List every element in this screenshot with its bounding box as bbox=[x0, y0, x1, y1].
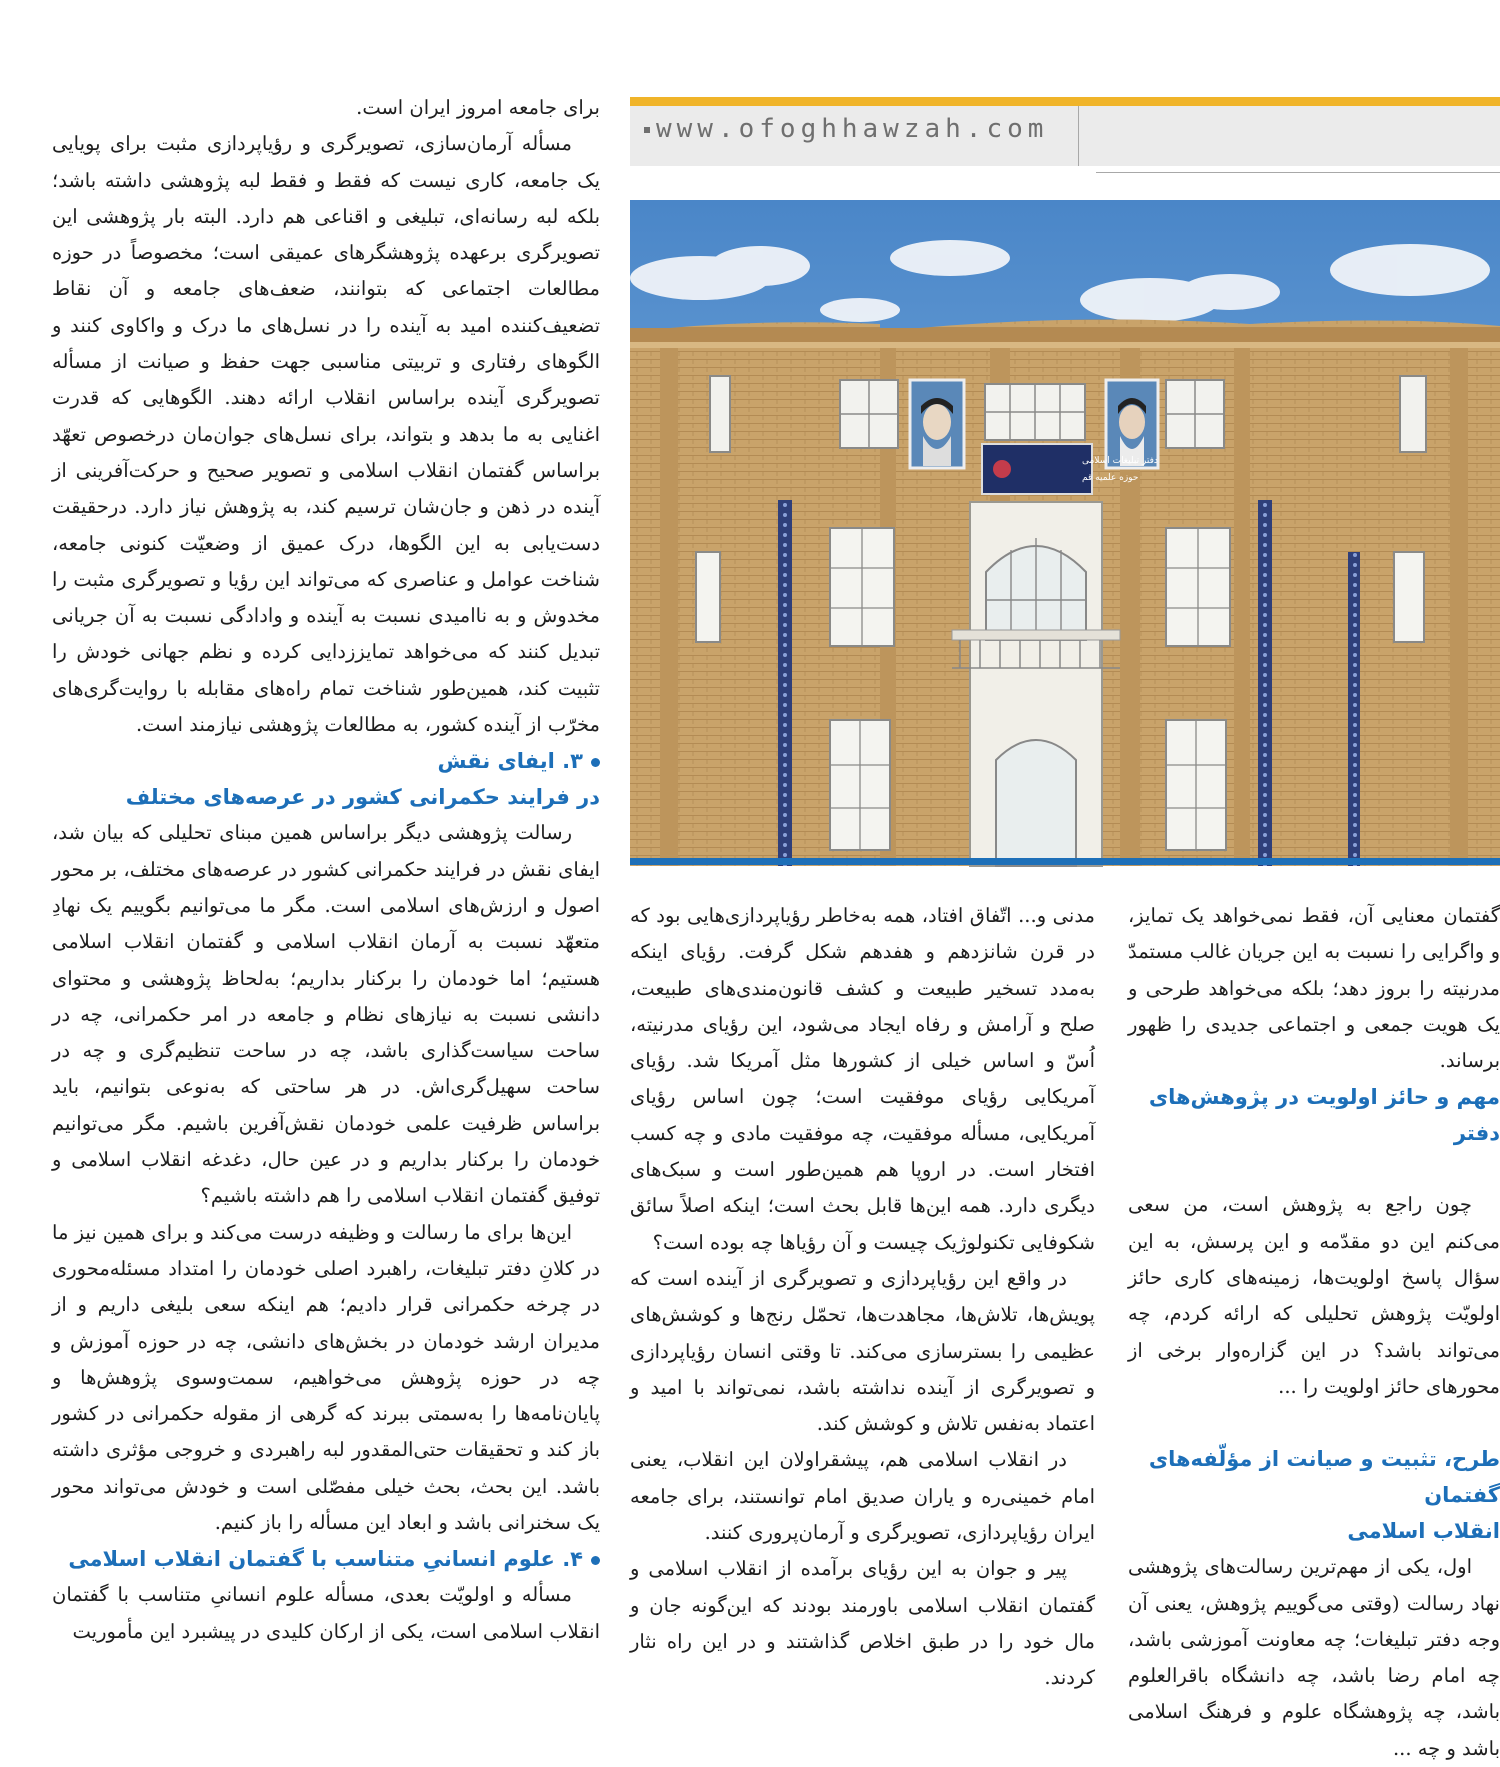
middle-text-column bbox=[630, 898, 1095, 1690]
paragraph: مسأله و اولویّت بعدی، مسأله علوم انسانیِ متناسب با گفتمان انقلاب اسلامی است، یکی از ارکان کلیدی در پیشبرد این مأموریت bbox=[52, 1583, 600, 1643]
section-heading-1: طرح، تثبیت و صیانت از مؤلّفه‌های گفتمان bbox=[1148, 1447, 1500, 1508]
paragraph: اول، یکی از مهم‌ترین رسالت‌های پژوهشی نهاد رسالت (وقتی می‌گوییم پژوهش، یعنی آن وجه دفتر تبلیغات؛ چه معاونت آموزشی باشد، چه امام رضا باشد، چه دانشگاه باقرالعلوم باشد، چه پژوهشگاه علوم و فرهنگ اسلامی باشد و چه ... bbox=[1128, 1555, 1500, 1760]
balcony bbox=[952, 630, 1120, 640]
lower-arched-window bbox=[996, 740, 1076, 866]
paragraph: این‌ها برای ما رسالت و وظیفه درست می‌کند و برای همین نیز ما در کلانِ دفتر تبلیغات، راهبرد اصلی خودمان را امتداد مسئله‌محوری در چرخه حکمرانی قرار دادیم؛ هم اینکه سعی بلیغی داریم و از مدیران ارشد خودمان در بخش‌های دانشی، چه در حوزه آموزش و چه در حوزه پژوهش می‌خواهیم، سمت‌وسوی پژوهش‌ها و پایان‌نامه‌ها را به‌سمتی ببرند که گرهی از مقوله حکمرانی در کشور باز کند و تحقیقات حتی‌المقدور لبه راهبردی و خروجی مؤثری داشته باشد. این بحث، بحث خیلی مفصّلی است و خودش می‌تواند محور یک سخنرانی باشد و ابعاد این مسأله را باز کنیم. bbox=[52, 1220, 600, 1534]
bullet-icon bbox=[591, 1556, 600, 1565]
paragraph: گفتمان معنایی آن، فقط نمی‌خواهد یک تمایز، و واگرایی را نسبت به این جریان غالب مستمدّ مدرنیته را بروز دهد؛ بلکه می‌خواهد طرحی و یک هویت جمعی و اجتماعی جدیدی را ظهور برساند. bbox=[1128, 904, 1500, 1073]
cornice bbox=[630, 328, 1500, 342]
paragraph: در واقع این رؤیاپردازی و تصویرگری از آینده است که پویش‌ها، تلاش‌ها، مجاهدت‌ها، تحمّل رنج‌ها و کوشش‌های عظیمی را بسترسازی می‌کند. تا وقتی انسان رؤیاپردازی و تصویرگری از آینده نداشته باشد، نمی‌تواند با امید و اعتماد به‌نفس تلاش و کوشش کند. bbox=[630, 1266, 1095, 1436]
paragraph: در انقلاب اسلامی هم، پیشقراولان این انقلاب، یعنی امام خمینی‌ره و یاران صدیق امام توانستند، برای جامعه ایران رؤیاپردازی، تصویرگری و آرمان‌پروری کنند. bbox=[630, 1448, 1095, 1545]
building-photo bbox=[630, 200, 1500, 866]
accent-bar bbox=[630, 97, 1500, 106]
section-heading-3: ۳. ایفای نقش bbox=[52, 743, 600, 779]
paragraph: رسالت پژوهشی دیگر براساس همین مبنای تحلیلی که بیان شد، ایفای نقش در فرایند حکمرانی کشور در عرصه‌های مختلف، بر محور اصول و ارزش‌های اسلامی است. مگر ما می‌توانیم بگوییم یک نهادِ متعهّد نسبت به آرمان انقلاب اسلامی و گفتمان انقلاب اسلامی هستیم؛ اما خودمان را برکنار بداریم؛ به‌لحاظ پژوهشی و محتوای دانشی نسبت به نیازهای نظام و جامعه در امر حکمرانی، چه در ساحت سیاست‌گذاری باشد، چه در ساحت تنظیم‌گری و چه در ساحت سهیل‌گری‌اش. در هر ساحتی که به‌نوعی بتوانیم، باید براساس ظرفیت علمی خودمان نقش‌آفرین باشیم. مگر می‌توانیم خودمان را برکنار بداریم و در عین حال، دغدغه انقلاب اسلامی و توفیق گفتمان انقلاب اسلامی را هم داشته باشیم؟ bbox=[52, 821, 600, 1208]
site-url[interactable]: www.ofoghhawzah.com bbox=[656, 114, 1049, 144]
section-heading-1-line2: انقلاب اسلامی bbox=[1347, 1519, 1500, 1544]
section-heading: مهم و حائز اولویت در پژوهش‌های دفتر bbox=[1148, 1085, 1500, 1146]
tile-strip bbox=[778, 500, 792, 866]
square-bullet-icon bbox=[644, 127, 650, 133]
portrait-right bbox=[1106, 380, 1158, 468]
svg-text:حوزه علمیه قم: حوزه علمیه قم bbox=[1082, 473, 1139, 483]
paragraph: برای جامعه امروز ایران است. bbox=[356, 96, 600, 119]
tile-strip bbox=[1258, 500, 1272, 866]
paragraph: پیر و جوان به این رؤیای برآمده از انقلاب اسلامی و گفتمان انقلاب اسلامی باورمند بودند که این‌گونه جان و مال خود را در طبق اخلاص گذاشتند و در این راه نثار کردند. bbox=[630, 1557, 1095, 1690]
paragraph: مدنی و... اتّفاق افتاد، همه به‌خاطر رؤیاپردازی‌هایی بود که در قرن شانزدهم و هفدهم شکل گرفت. رؤیای اینکه به‌مدد تسخیر طبیعت و کشف قانون‌مندی‌های طبیعت، صلح و آرامش و رفاه ایجاد می‌شود، این رؤیای مدرنیته، اُسّ و اساس خیلی از کشورها مثل آمریکا شد. رؤیای آمریکایی رؤیای موفقیت است؛ چون اساس رؤیای آمریکایی، مسأله موفقیت، چه موفقیت مادی و چه کسب افتخار است. در اروپا هم همین‌طور است و سبک‌های دیگری دارد. همه این‌ها قابل بحث است؛ اینکه اصلاً سائق شکوفایی تکنولوژیک چیست و آن رؤیاها چه بوده است؟ bbox=[630, 904, 1095, 1254]
section-heading-3-line2: در فرایند حکمرانی کشور در عرصه‌های مختلف bbox=[125, 785, 600, 810]
tile-strip bbox=[1348, 552, 1360, 866]
right-text-column bbox=[1128, 898, 1500, 1760]
paragraph: چون راجع به پژوهش است، من سعی می‌کنم این دو مقدّمه و این پرسش، به این سؤال پاسخ اولویت‌ها، زمینه‌های کاری حائز اولویّت پژوهش تحلیلی که ارائه کردم، چه می‌تواند باشد؟ در این گزاره‌وار برخی از محورهای حائز اولویت را ... bbox=[1128, 1193, 1500, 1398]
bullet-icon bbox=[591, 758, 600, 767]
svg-text:دفتر تبلیغات اسلامی: دفتر تبلیغات اسلامی bbox=[1082, 456, 1158, 466]
paragraph: مسأله آرمان‌سازی، تصویرگری و رؤیاپردازی مثبت برای پویایی یک جامعه، کاری نیست که فقط و فقط لبه پژوهشی داشته باشد؛ بلکه لبه رسانه‌ای، تبلیغی و اقناعی هم دارد. البته بار پژوهشی این تصویرگری برعهده پژوهشگرهای عمیقی است؛ مخصوصاً در حوزه مطالعات اجتماعی که بتوانند، ضعف‌های جامعه و آن نقاط تضعیف‌کننده امید به آینده را در نسل‌های ما درک و واکاوی کنند و الگوهای رفتاری و تربیتی مناسبی جهت حفظ و صیانت از مسأله تصویرگری آینده براساس انقلاب ارائه دهند. الگوهایی که قدرت اغنایی به ما بدهد و بتواند، برای نسل‌های جوان‌مان درخصوص تعهّد براساس گفتمان انقلاب اسلامی و تصویر صحیح و حرکت‌آفرینی از آینده در ذهن و جان‌شان ترسیم کند، به پژوهش نیاز دارد. درحقیقت دست‌یابی به این الگوها، درک عمیق از وضعیّت کنونی جامعه، شناخت عوامل و عناصری که می‌تواند این رؤیا و تصویرگری مثبت را مخدوش و به ناامیدی نسبت به آینده و وادادگی نسبت به آن جریانی تبدیل کنند که می‌خواهد تمایززدایی کرده و نظم جهانی خودش را تثبیت کند، همین‌طور شناخت تمام راه‌های مقابله با روایت‌گری‌های مخرّب از آینده کشور، به مطالعات پژوهشی نیازمند است. bbox=[52, 132, 600, 737]
portrait-left bbox=[910, 380, 964, 468]
divider bbox=[1096, 172, 1500, 173]
banner-fill bbox=[1079, 106, 1500, 166]
url-banner bbox=[630, 106, 1079, 166]
section-heading-4: ۴. علوم انسانیِ متناسب با گفتمان انقلاب اسلامی bbox=[52, 1541, 600, 1577]
left-text-column bbox=[52, 90, 600, 1645]
photo-underline bbox=[630, 858, 1500, 865]
